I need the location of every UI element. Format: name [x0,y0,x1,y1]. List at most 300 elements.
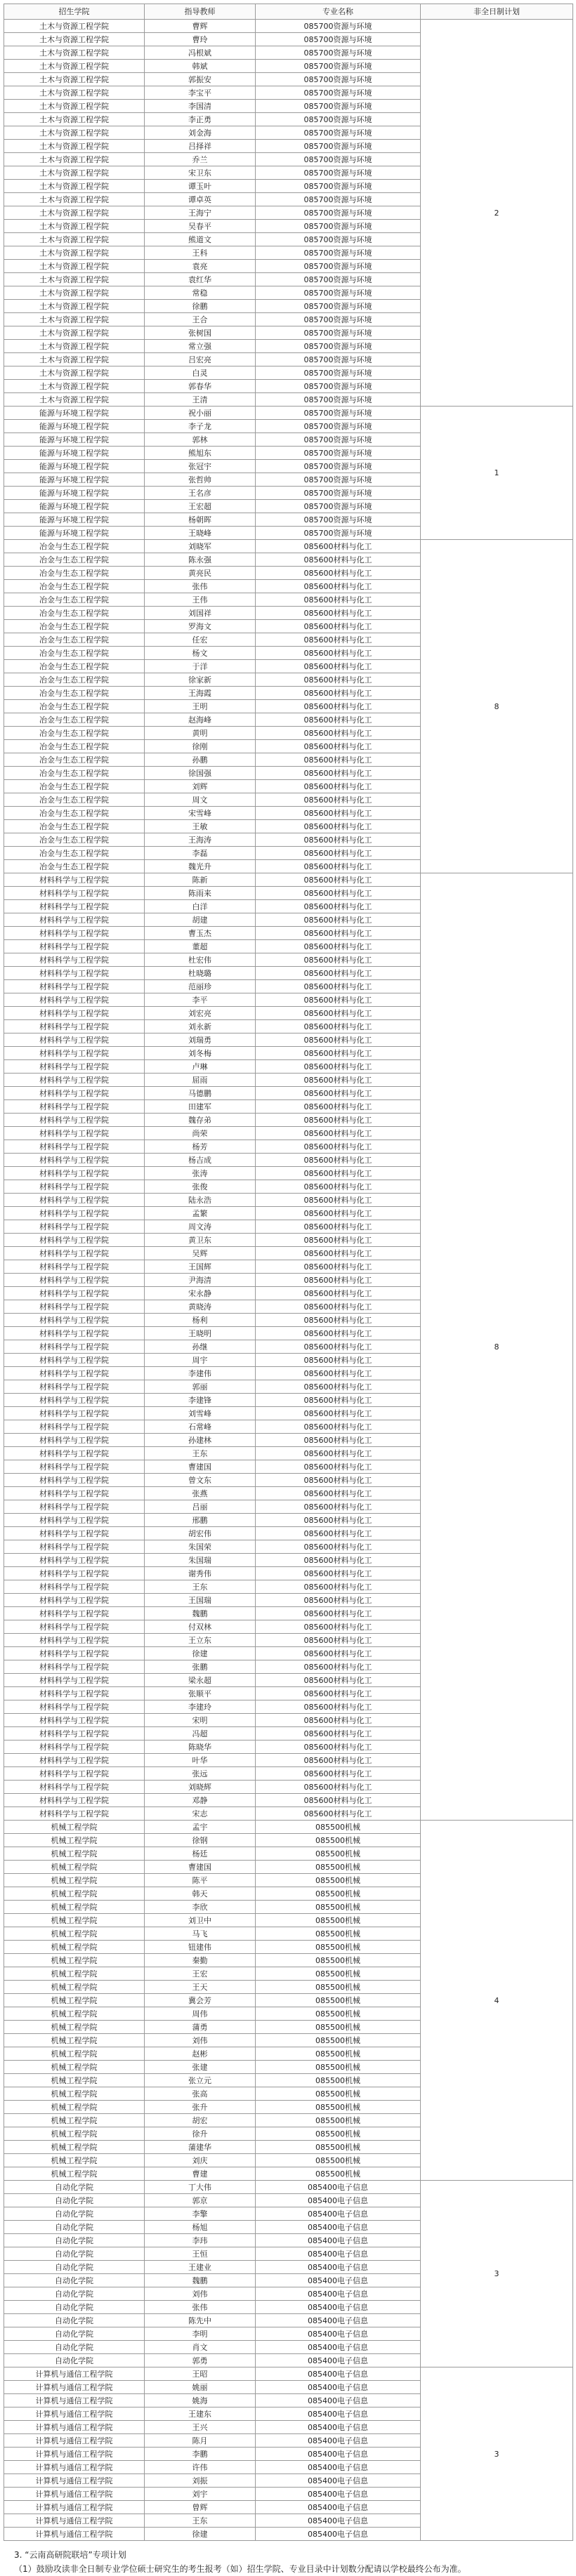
major-cell: 085500机械 [256,1927,421,1941]
advisor-cell: 王科 [145,246,256,260]
major-cell: 085600材料与化工 [256,1194,421,1207]
advisor-cell: 李建玲 [145,1700,256,1714]
advisor-cell: 徐升 [145,2127,256,2141]
college-cell: 土木与资源工程学院 [4,286,145,300]
advisor-cell: 杜晓璐 [145,967,256,980]
advisor-cell: 王伟 [145,593,256,607]
college-cell: 冶金与生态工程学院 [4,807,145,820]
college-cell: 能源与环境工程学院 [4,407,145,420]
advisor-cell: 付双林 [145,1620,256,1634]
advisor-cell: 宋明 [145,1714,256,1727]
college-cell: 土木与资源工程学院 [4,140,145,153]
advisor-cell: 陆永浩 [145,1194,256,1207]
major-cell: 085700资源与环境 [256,233,421,246]
college-cell: 材料科学与工程学院 [4,1287,145,1300]
college-cell: 材料科学与工程学院 [4,1540,145,1554]
major-cell: 085700资源与环境 [256,113,421,126]
major-cell: 085400电子信息 [256,2221,421,2234]
advisor-cell: 赵海峰 [145,713,256,727]
major-cell: 085700资源与环境 [256,193,421,206]
advisor-cell: 刘宏亮 [145,1007,256,1020]
table-row [4,20,573,33]
college-cell: 计算机与通信工程学院 [4,2488,145,2501]
college-cell: 能源与环境工程学院 [4,513,145,527]
advisor-cell: 常稳 [145,286,256,300]
college-cell: 土木与资源工程学院 [4,313,145,326]
college-cell: 材料科学与工程学院 [4,1754,145,1767]
major-cell: 085600材料与化工 [256,1394,421,1407]
advisor-cell: 李平 [145,993,256,1007]
advisor-cell: 李子龙 [145,420,256,433]
college-cell: 土木与资源工程学院 [4,33,145,46]
college-cell: 土木与资源工程学院 [4,300,145,313]
college-cell: 机械工程学院 [4,2167,145,2181]
college-cell: 土木与资源工程学院 [4,353,145,366]
major-cell: 085600材料与化工 [256,1033,421,1047]
major-cell: 085500机械 [256,2021,421,2034]
advisor-cell: 王立东 [145,1634,256,1647]
college-cell: 计算机与通信工程学院 [4,2407,145,2421]
advisor-cell: 吕丽 [145,1500,256,1514]
advisor-cell: 王清 [145,393,256,407]
major-cell: 085400电子信息 [256,2247,421,2261]
major-cell: 085700资源与环境 [256,140,421,153]
major-cell: 085700资源与环境 [256,246,421,260]
advisor-cell: 魏鹏 [145,2274,256,2287]
college-cell: 材料科学与工程学院 [4,1220,145,1234]
major-cell: 085700资源与环境 [256,500,421,513]
advisor-cell: 乔兰 [145,153,256,166]
major-cell: 085600材料与化工 [256,1794,421,1807]
major-cell: 085600材料与化工 [256,1700,421,1714]
advisor-cell: 郭春华 [145,380,256,393]
major-cell: 085700资源与环境 [256,407,421,420]
advisor-cell: 曹玲 [145,33,256,46]
major-cell: 085700资源与环境 [256,433,421,447]
advisor-cell: 周文涛 [145,1220,256,1234]
table-row [4,873,573,887]
major-cell: 085400电子信息 [256,2501,421,2514]
major-cell: 085600材料与化工 [256,1420,421,1434]
major-cell: 085600材料与化工 [256,1580,421,1594]
advisor-cell: 徐刚 [145,740,256,753]
advisor-cell: 刘振 [145,2474,256,2488]
advisor-cell: 张冠宇 [145,460,256,473]
advisor-cell: 蒲建华 [145,2141,256,2154]
college-cell: 机械工程学院 [4,2087,145,2101]
major-cell: 085600材料与化工 [256,860,421,873]
advisor-cell: 熊旭东 [145,447,256,460]
major-cell: 085400电子信息 [256,2474,421,2488]
college-cell: 材料科学与工程学院 [4,953,145,967]
major-cell: 085600材料与化工 [256,1207,421,1220]
major-cell: 085700资源与环境 [256,313,421,326]
advisor-cell: 范丽珍 [145,980,256,993]
advisor-cell: 郭林 [145,433,256,447]
major-cell: 085600材料与化工 [256,1100,421,1114]
major-cell: 085700资源与环境 [256,153,421,166]
major-cell: 085600材料与化工 [256,1140,421,1154]
college-cell: 材料科学与工程学院 [4,900,145,913]
advisor-cell: 王国瑞 [145,1594,256,1607]
major-cell: 085600材料与化工 [256,807,421,820]
major-cell: 085700资源与环境 [256,220,421,233]
major-cell: 085600材料与化工 [256,1660,421,1674]
college-cell: 土木与资源工程学院 [4,126,145,140]
major-cell: 085400电子信息 [256,2448,421,2461]
college-cell: 土木与资源工程学院 [4,86,145,100]
college-cell: 材料科学与工程学院 [4,1247,145,1260]
advisor-cell: 周伟 [145,2007,256,2021]
major-cell: 085600材料与化工 [256,1167,421,1180]
quota-cell: 8 [421,873,573,1821]
college-cell: 冶金与生态工程学院 [4,780,145,793]
advisor-cell: 姚海 [145,2394,256,2407]
major-cell: 085600材料与化工 [256,647,421,660]
college-cell: 土木与资源工程学院 [4,326,145,340]
college-cell: 材料科学与工程学院 [4,873,145,887]
major-cell: 085600材料与化工 [256,900,421,913]
advisor-cell: 王宏 [145,1967,256,1981]
major-cell: 085600材料与化工 [256,793,421,807]
college-cell: 材料科学与工程学院 [4,1234,145,1247]
college-cell: 土木与资源工程学院 [4,193,145,206]
major-cell: 085600材料与化工 [256,1047,421,1060]
advisor-cell: 杜宏伟 [145,953,256,967]
advisor-cell: 李建伟 [145,1367,256,1380]
college-cell: 材料科学与工程学院 [4,1394,145,1407]
college-cell: 材料科学与工程学院 [4,1474,145,1487]
major-cell: 085400电子信息 [256,2528,421,2541]
college-cell: 材料科学与工程学院 [4,967,145,980]
college-cell: 材料科学与工程学院 [4,1047,145,1060]
major-cell: 085400电子信息 [256,2514,421,2528]
major-cell: 085700资源与环境 [256,206,421,220]
major-cell: 085500机械 [256,1874,421,1887]
note-text: （1）鼓励攻读非全日制专业学位硕士研究生的考生报考（如）招生学院、专业目录中计划数分配请以学校最终公布为准。 [14,2564,466,2574]
advisor-cell: 刘金海 [145,126,256,140]
college-cell: 冶金与生态工程学院 [4,660,145,673]
major-cell: 085700资源与环境 [256,380,421,393]
advisor-cell: 祝小丽 [145,407,256,420]
college-cell: 冶金与生态工程学院 [4,793,145,807]
college-cell: 土木与资源工程学院 [4,100,145,113]
college-cell: 能源与环境工程学院 [4,500,145,513]
college-cell: 材料科学与工程学院 [4,1007,145,1020]
college-cell: 冶金与生态工程学院 [4,553,145,567]
college-cell: 机械工程学院 [4,2154,145,2167]
advisor-cell: 钮建伟 [145,1941,256,1954]
major-cell: 085500机械 [256,1821,421,1834]
college-cell: 冶金与生态工程学院 [4,847,145,860]
college-cell: 材料科学与工程学院 [4,1647,145,1660]
college-cell: 机械工程学院 [4,1901,145,1914]
advisor-cell: 卢琳 [145,1060,256,1074]
advisor-cell: 吴辉 [145,1247,256,1260]
advisor-cell: 尹海清 [145,1274,256,1287]
major-cell: 085700资源与环境 [256,527,421,540]
advisor-cell: 冯超 [145,1727,256,1741]
college-cell: 自动化学院 [4,2207,145,2221]
major-cell: 085500机械 [256,1834,421,1847]
college-cell: 材料科学与工程学院 [4,1194,145,1207]
college-cell: 机械工程学院 [4,1994,145,2007]
college-cell: 自动化学院 [4,2274,145,2287]
major-cell: 085600材料与化工 [256,1687,421,1700]
advisor-cell: 许伟 [145,2461,256,2474]
advisor-cell: 刘伟 [145,2287,256,2301]
advisor-cell: 刘卫中 [145,1914,256,1927]
advisor-cell: 陈平 [145,1874,256,1887]
major-cell: 085700资源与环境 [256,420,421,433]
advisor-cell: 王国辉 [145,1260,256,1274]
advisor-cell: 徐国强 [145,767,256,780]
major-cell: 085600材料与化工 [256,927,421,940]
major-cell: 085600材料与化工 [256,847,421,860]
college-cell: 冶金与生态工程学院 [4,607,145,620]
advisor-cell: 徐建 [145,2528,256,2541]
major-cell: 085600材料与化工 [256,1514,421,1527]
college-cell: 材料科学与工程学院 [4,1033,145,1047]
advisor-cell: 刘永新 [145,1020,256,1033]
advisor-cell: 王恒 [145,2247,256,2261]
header-major: 专业名称 [256,4,421,20]
advisor-cell: 王兴 [145,2421,256,2434]
major-cell: 085500机械 [256,1887,421,1901]
major-cell: 085500机械 [256,2154,421,2167]
major-cell: 085500机械 [256,2141,421,2154]
college-cell: 自动化学院 [4,2301,145,2314]
advisor-cell: 刘冬梅 [145,1047,256,1060]
college-cell: 材料科学与工程学院 [4,1727,145,1741]
major-cell: 085700资源与环境 [256,300,421,313]
major-cell: 085600材料与化工 [256,1647,421,1660]
college-cell: 材料科学与工程学院 [4,1620,145,1634]
major-cell: 085700资源与环境 [256,166,421,180]
advisor-cell: 罗海文 [145,620,256,633]
college-cell: 机械工程学院 [4,2061,145,2074]
major-cell: 085600材料与化工 [256,567,421,580]
major-cell: 085500机械 [256,2087,421,2101]
major-cell: 085600材料与化工 [256,1714,421,1727]
advisor-cell: 袁红华 [145,273,256,286]
advisor-cell: 张建 [145,2061,256,2074]
advisor-cell: 胡建 [145,913,256,927]
advisor-cell: 陈月 [145,2434,256,2448]
college-cell: 材料科学与工程学院 [4,1087,145,1100]
advisor-cell: 王建业 [145,2261,256,2274]
college-cell: 冶金与生态工程学院 [4,740,145,753]
major-cell: 085500机械 [256,2061,421,2074]
advisor-cell: 王晓峰 [145,527,256,540]
college-cell: 材料科学与工程学院 [4,1327,145,1340]
advisor-cell: 王东 [145,2514,256,2528]
college-cell: 冶金与生态工程学院 [4,673,145,687]
major-cell: 085600材料与化工 [256,1594,421,1607]
major-cell: 085700资源与环境 [256,326,421,340]
college-cell: 材料科学与工程学院 [4,1367,145,1380]
major-cell: 085500机械 [256,1967,421,1981]
college-cell: 土木与资源工程学院 [4,60,145,73]
advisor-cell: 刘宇 [145,2488,256,2501]
major-cell: 085600材料与化工 [256,633,421,647]
advisor-cell: 杨旭 [145,2221,256,2234]
advisor-cell: 胡宏伟 [145,1527,256,1540]
major-cell: 085600材料与化工 [256,1434,421,1447]
major-cell: 085600材料与化工 [256,767,421,780]
advisor-cell: 张哲帅 [145,473,256,487]
advisor-cell: 李正勇 [145,113,256,126]
college-cell: 机械工程学院 [4,1847,145,1861]
major-cell: 085600材料与化工 [256,1180,421,1194]
major-cell: 085600材料与化工 [256,1154,421,1167]
major-cell: 085400电子信息 [256,2488,421,2501]
college-cell: 计算机与通信工程学院 [4,2528,145,2541]
college-cell: 能源与环境工程学院 [4,460,145,473]
college-cell: 冶金与生态工程学院 [4,713,145,727]
major-cell: 085600材料与化工 [256,953,421,967]
major-cell: 085600材料与化工 [256,740,421,753]
major-cell: 085600材料与化工 [256,1380,421,1394]
major-cell: 085500机械 [256,2034,421,2047]
header-advisor: 指导教师 [145,4,256,20]
advisor-cell: 刘雪峰 [145,1407,256,1420]
major-cell: 085700资源与环境 [256,20,421,33]
major-cell: 085600材料与化工 [256,553,421,567]
college-cell: 材料科学与工程学院 [4,1420,145,1434]
college-cell: 机械工程学院 [4,1941,145,1954]
advisor-cell: 张顺平 [145,1687,256,1700]
college-cell: 材料科学与工程学院 [4,1741,145,1754]
advisor-cell: 王建东 [145,2407,256,2421]
college-cell: 自动化学院 [4,2327,145,2341]
major-cell: 085600材料与化工 [256,1487,421,1500]
advisor-cell: 曹玉杰 [145,927,256,940]
college-cell: 材料科学与工程学院 [4,1127,145,1140]
advisor-cell: 邓静 [145,1794,256,1807]
major-cell: 085500机械 [256,1861,421,1874]
major-cell: 085600材料与化工 [256,833,421,847]
advisor-cell: 王合 [145,313,256,326]
major-cell: 085600材料与化工 [256,1500,421,1514]
college-cell: 材料科学与工程学院 [4,1567,145,1580]
college-cell: 土木与资源工程学院 [4,273,145,286]
college-cell: 冶金与生态工程学院 [4,860,145,873]
major-cell: 085400电子信息 [256,2381,421,2394]
major-cell: 085600材料与化工 [256,1567,421,1580]
college-cell: 材料科学与工程学院 [4,1314,145,1327]
college-cell: 材料科学与工程学院 [4,1487,145,1500]
major-cell: 085400电子信息 [256,2287,421,2301]
advisor-cell: 张立元 [145,2074,256,2087]
major-cell: 085600材料与化工 [256,780,421,793]
college-cell: 材料科学与工程学院 [4,1687,145,1700]
major-cell: 085600材料与化工 [256,727,421,740]
advisor-cell: 曹辉 [145,20,256,33]
college-cell: 冶金与生态工程学院 [4,753,145,767]
advisor-cell: 秦勤 [145,1954,256,1967]
major-cell: 085600材料与化工 [256,1554,421,1567]
college-cell: 能源与环境工程学院 [4,527,145,540]
major-cell: 085600材料与化工 [256,1741,421,1754]
major-cell: 085700资源与环境 [256,473,421,487]
college-cell: 材料科学与工程学院 [4,1300,145,1314]
college-cell: 冶金与生态工程学院 [4,687,145,700]
college-cell: 机械工程学院 [4,2114,145,2127]
advisor-cell: 赵彬 [145,2047,256,2061]
major-cell: 085600材料与化工 [256,1460,421,1474]
college-cell: 冶金与生态工程学院 [4,700,145,713]
note-heading: 3. “云南高研院联培”专项计划 [14,2550,126,2560]
enrollment-table-container [4,4,572,2541]
college-cell: 材料科学与工程学院 [4,1167,145,1180]
college-cell: 自动化学院 [4,2247,145,2261]
college-cell: 冶金与生态工程学院 [4,833,145,847]
major-cell: 085600材料与化工 [256,1674,421,1687]
major-cell: 085500机械 [256,1914,421,1927]
advisor-cell: 曾辉 [145,2501,256,2514]
college-cell: 机械工程学院 [4,2021,145,2034]
advisor-cell: 孟繁 [145,1207,256,1220]
major-cell: 085600材料与化工 [256,1474,421,1487]
major-cell: 085600材料与化工 [256,753,421,767]
major-cell: 085500机械 [256,1954,421,1967]
major-cell: 085700资源与环境 [256,73,421,86]
major-cell: 085700资源与环境 [256,46,421,60]
college-cell: 材料科学与工程学院 [4,1674,145,1687]
college-cell: 自动化学院 [4,2354,145,2367]
major-cell: 085500机械 [256,2101,421,2114]
college-cell: 材料科学与工程学院 [4,1340,145,1354]
advisor-cell: 刘晓辉 [145,1781,256,1794]
major-cell: 085400电子信息 [256,2394,421,2407]
college-cell: 冶金与生态工程学院 [4,620,145,633]
advisor-cell: 周宇 [145,1354,256,1367]
major-cell: 085600材料与化工 [256,1274,421,1287]
college-cell: 材料科学与工程学院 [4,1527,145,1540]
college-cell: 土木与资源工程学院 [4,73,145,86]
college-cell: 机械工程学院 [4,1834,145,1847]
advisor-cell: 王东 [145,1580,256,1594]
college-cell: 材料科学与工程学院 [4,1140,145,1154]
college-cell: 土木与资源工程学院 [4,20,145,33]
college-cell: 机械工程学院 [4,2141,145,2154]
college-cell: 材料科学与工程学院 [4,1580,145,1594]
advisor-cell: 梁永超 [145,1674,256,1687]
college-cell: 材料科学与工程学院 [4,1354,145,1367]
college-cell: 材料科学与工程学院 [4,1714,145,1727]
advisor-cell: 韩天 [145,1887,256,1901]
advisor-cell: 张远 [145,1767,256,1781]
college-cell: 材料科学与工程学院 [4,1060,145,1074]
major-cell: 085600材料与化工 [256,967,421,980]
advisor-cell: 熊道文 [145,233,256,246]
major-cell: 085500机械 [256,1847,421,1861]
advisor-cell: 谭卓英 [145,193,256,206]
major-cell: 085600材料与化工 [256,1287,421,1300]
major-cell: 085400电子信息 [256,2274,421,2287]
major-cell: 085600材料与化工 [256,700,421,713]
table-row [4,407,573,420]
advisor-cell: 王晓明 [145,1327,256,1340]
quota-cell: 8 [421,540,573,873]
advisor-cell: 邢鹏 [145,1514,256,1527]
advisor-cell: 刘晓军 [145,540,256,553]
major-cell: 085500机械 [256,2167,421,2181]
college-cell: 材料科学与工程学院 [4,940,145,953]
college-cell: 材料科学与工程学院 [4,1607,145,1620]
college-cell: 材料科学与工程学院 [4,1154,145,1167]
